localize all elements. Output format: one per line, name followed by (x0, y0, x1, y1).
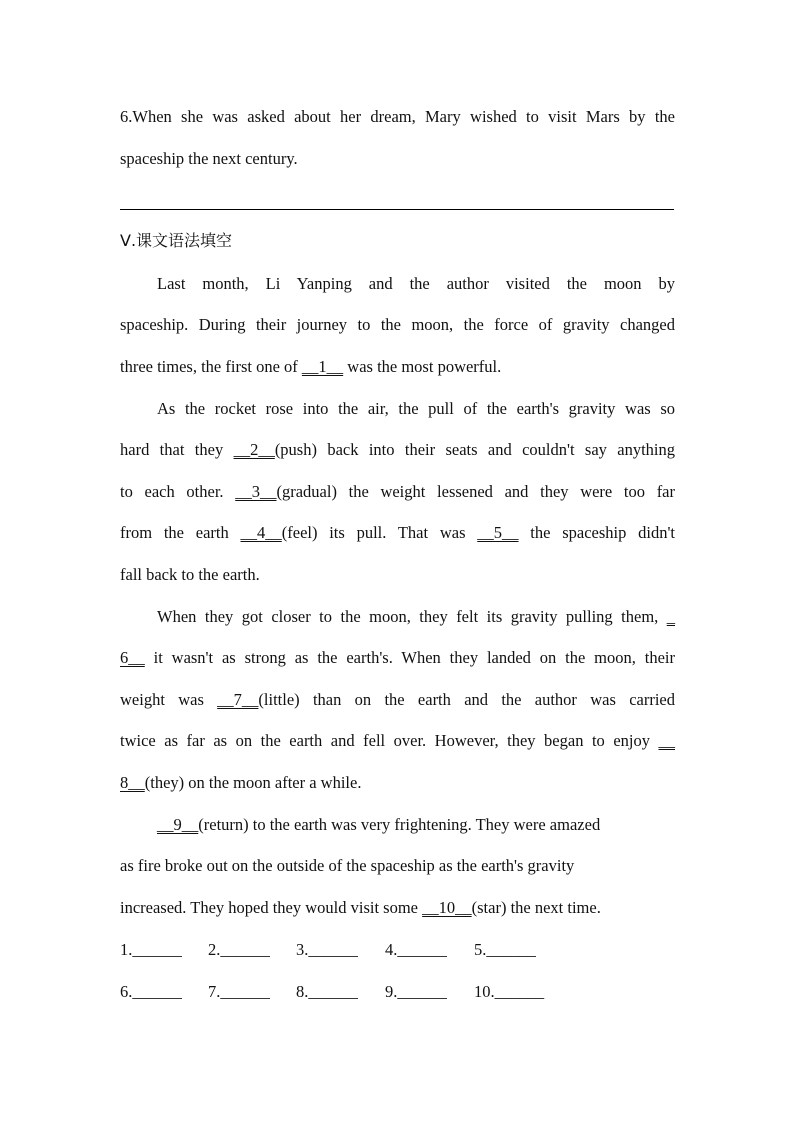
blank-8-start: __ (658, 731, 675, 750)
answer-slot-2[interactable]: 2.______ (208, 940, 270, 959)
blank-4: __4__ (240, 523, 282, 542)
passage-line: as fire broke out on the outside of the spaceship as the earth's gravity (120, 856, 575, 875)
blank-2: __2__ (233, 440, 275, 459)
question-6-line-1: 6.When she was asked about her dream, Mary wished to visit Mars by the (120, 107, 675, 126)
blank-6-start: _ (666, 607, 675, 626)
passage-line: When they got closer to the moon, they felt its gravity pulling them, _ (157, 607, 675, 626)
blank-7: __7__ (217, 690, 259, 709)
blank-6: 6__ (120, 648, 145, 667)
blank-5: __5__ (477, 523, 519, 542)
passage-line: spaceship. During their journey to the moon, the force of gravity changed (120, 315, 675, 334)
passage-line: to each other. __3__(gradual) the weight lessened and they were too far (120, 482, 676, 501)
passage-line: twice as far as on the earth and fell over. However, they began to enjoy __ (120, 731, 675, 750)
answer-slot-9[interactable]: 9.______ (385, 982, 447, 1001)
section-heading: Ⅴ.课文语法填空 (120, 231, 233, 250)
answer-slot-1[interactable]: 1.______ (120, 940, 182, 959)
question-6-line-2: spaceship the next century. (120, 149, 298, 168)
answer-slot-5[interactable]: 5.______ (474, 940, 536, 959)
blank-3: __3__ (235, 482, 277, 501)
blank-10: __10__ (422, 898, 472, 917)
passage-line: from the earth __4__(feel) its pull. That was __5__ the spaceship didn't (120, 523, 675, 542)
answer-slot-8[interactable]: 8.______ (296, 982, 358, 1001)
blank-9: __9__ (157, 815, 199, 834)
passage-line: weight was __7__(little) than on the earth and the author was carried (120, 690, 675, 709)
answer-line-divider (120, 209, 674, 210)
blank-1: __1__ (301, 357, 344, 376)
passage-line: three times, the first one of __1__ was the most powerful. (120, 357, 502, 376)
passage-line: hard that they __2__(push) back into their seats and couldn't say anything (120, 440, 676, 459)
answer-slot-7[interactable]: 7.______ (208, 982, 270, 1001)
passage-line: 8__(they) on the moon after a while. (120, 773, 362, 792)
blank-8: 8__ (120, 773, 145, 792)
answer-slot-6[interactable]: 6.______ (120, 982, 182, 1001)
answer-slot-3[interactable]: 3.______ (296, 940, 358, 959)
passage-line: As the rocket rose into the air, the pull of the earth's gravity was so (157, 399, 675, 418)
passage-line: increased. They hoped they would visit some __10__(star) the next time. (120, 898, 601, 917)
passage-line: fall back to the earth. (120, 565, 260, 584)
answer-slot-10[interactable]: 10.______ (474, 982, 545, 1001)
answer-slot-4[interactable]: 4.______ (385, 940, 447, 959)
passage-line: __9__(return) to the earth was very frightening. They were amazed (157, 815, 601, 834)
passage-line: 6__ it wasn't as strong as the earth's. When they landed on the moon, their (120, 648, 675, 667)
passage-line: Last month, Li Yanping and the author visited the moon by (157, 274, 675, 293)
